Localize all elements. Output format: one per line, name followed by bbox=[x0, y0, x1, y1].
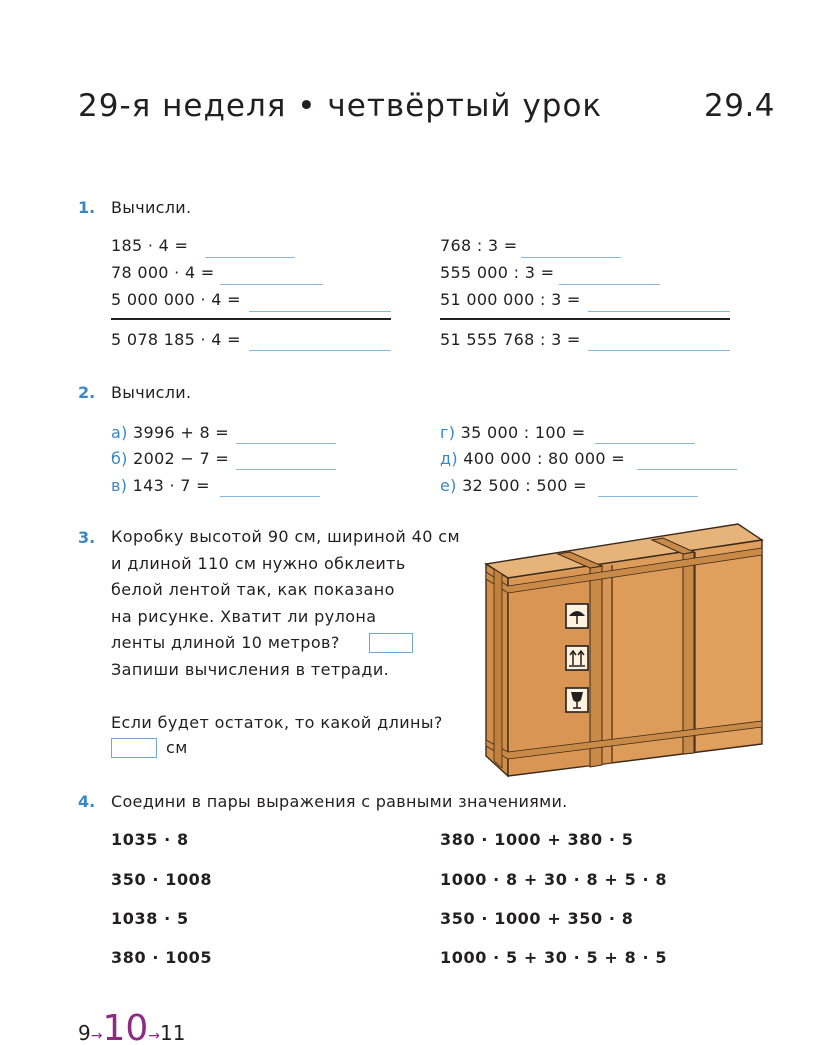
task3-unit: см bbox=[166, 738, 188, 757]
page-navigation bbox=[78, 1008, 185, 1045]
task1-left-expr-2: 78 000 · 4 = bbox=[111, 263, 215, 282]
task4-title: Соедини в пары выражения с равными значениями. bbox=[111, 792, 568, 811]
task2-label-v: в) bbox=[111, 476, 128, 495]
current-page-number: 10 bbox=[102, 1008, 149, 1045]
task3-line-5: ленты длиной 10 метров? bbox=[111, 633, 340, 652]
task4-left-1[interactable]: 1035 · 8 bbox=[111, 830, 189, 849]
task2-item-b bbox=[111, 449, 229, 468]
task2-item-v bbox=[111, 476, 210, 495]
task1-left-expr-3: 5 000 000 · 4 = bbox=[111, 290, 241, 309]
task4-right-2[interactable]: 1000 · 8 + 30 · 8 + 5 · 8 bbox=[440, 870, 668, 889]
task1-left-expr-4: 5 078 185 · 4 = bbox=[111, 330, 241, 349]
lesson-code: 29.4 bbox=[704, 88, 776, 124]
task2-answer-a[interactable] bbox=[236, 443, 336, 444]
task1-right-answer-3[interactable] bbox=[588, 311, 730, 312]
task2-expr-b: 2002 − 7 = bbox=[133, 449, 230, 468]
task4-left-4[interactable]: 380 · 1005 bbox=[111, 948, 213, 967]
task3-remainder-box[interactable] bbox=[111, 738, 157, 758]
task1-left-separator bbox=[111, 318, 391, 320]
task1-left-answer-3[interactable] bbox=[249, 311, 391, 312]
task1-right-answer-2[interactable] bbox=[559, 284, 660, 285]
task3-text bbox=[111, 524, 460, 683]
task1-right-separator bbox=[440, 318, 730, 320]
task1-right-expr-1: 768 : 3 = bbox=[440, 236, 518, 255]
arrow-right-icon: → bbox=[90, 1028, 103, 1044]
task1-right-answer-4[interactable] bbox=[588, 350, 730, 351]
task4-right-3[interactable]: 350 · 1000 + 350 · 8 bbox=[440, 909, 634, 928]
arrow-right-icon: → bbox=[148, 1028, 161, 1044]
task2-label-g: г) bbox=[440, 423, 456, 442]
task2-label-b: б) bbox=[111, 449, 128, 468]
task4-right-1[interactable]: 380 · 1000 + 380 · 5 bbox=[440, 830, 634, 849]
task2-answer-g[interactable] bbox=[595, 443, 695, 444]
task1-number: 1. bbox=[78, 198, 96, 217]
task3-line-3: белой лентой так, как показано bbox=[111, 580, 395, 599]
task2-expr-v: 143 · 7 = bbox=[132, 476, 210, 495]
task2-expr-g: 35 000 : 100 = bbox=[460, 423, 586, 442]
task2-title: Вычисли. bbox=[111, 383, 192, 402]
task1-title: Вычисли. bbox=[111, 198, 192, 217]
task4-left-3[interactable]: 1038 · 5 bbox=[111, 909, 189, 928]
task1-right-expr-2: 555 000 : 3 = bbox=[440, 263, 555, 282]
task3-question: Если будет остаток, то какой длины? bbox=[111, 713, 443, 732]
umbrella-icon bbox=[566, 604, 588, 628]
task2-item-g bbox=[440, 423, 585, 442]
task2-label-a: а) bbox=[111, 423, 128, 442]
page-title: 29-я неделя • четвёртый урок bbox=[78, 88, 603, 124]
task2-answer-e[interactable] bbox=[598, 496, 698, 497]
task2-item-a bbox=[111, 423, 229, 442]
task2-expr-a: 3996 + 8 = bbox=[133, 423, 230, 442]
task2-item-d bbox=[440, 449, 625, 468]
box-illustration bbox=[480, 518, 770, 780]
task2-item-e bbox=[440, 476, 587, 495]
fragile-glass-icon bbox=[566, 688, 588, 712]
task4-number: 4. bbox=[78, 792, 96, 811]
task1-left-answer-4[interactable] bbox=[249, 350, 391, 351]
task1-right-expr-3: 51 000 000 : 3 = bbox=[440, 290, 581, 309]
task1-left-answer-2[interactable] bbox=[220, 284, 323, 285]
task3-number: 3. bbox=[78, 528, 96, 547]
task2-expr-e: 32 500 : 500 = bbox=[462, 476, 587, 495]
task2-label-d: д) bbox=[440, 449, 458, 468]
task1-right-answer-1[interactable] bbox=[521, 257, 621, 258]
task2-answer-b[interactable] bbox=[236, 469, 336, 470]
task2-expr-d: 400 000 : 80 000 = bbox=[463, 449, 625, 468]
task3-line-4: на рисунке. Хватит ли рулона bbox=[111, 606, 377, 626]
task3-line-1: Коробку высотой 90 см, шириной 40 см bbox=[111, 527, 460, 546]
next-page-number[interactable]: 11 bbox=[160, 1021, 186, 1045]
task2-label-e: е) bbox=[440, 476, 457, 495]
task4-right-4[interactable]: 1000 · 5 + 30 · 5 + 8 · 5 bbox=[440, 948, 668, 967]
task2-answer-d[interactable] bbox=[637, 469, 737, 470]
task3-answer-box[interactable] bbox=[369, 633, 413, 653]
task2-number: 2. bbox=[78, 383, 96, 402]
task1-left-answer-1[interactable] bbox=[205, 257, 295, 258]
task3-line-6: Запиши вычисления в тетради. bbox=[111, 659, 390, 679]
task2-answer-v[interactable] bbox=[220, 496, 320, 497]
task1-right-expr-4: 51 555 768 : 3 = bbox=[440, 330, 581, 349]
task3-line-2: и длиной 110 см нужно обклеить bbox=[111, 553, 406, 573]
prev-page-number[interactable]: 9 bbox=[78, 1021, 91, 1045]
task1-left-expr-1: 185 · 4 = bbox=[111, 236, 189, 255]
this-side-up-icon bbox=[566, 646, 588, 670]
task4-left-2[interactable]: 350 · 1008 bbox=[111, 870, 213, 889]
